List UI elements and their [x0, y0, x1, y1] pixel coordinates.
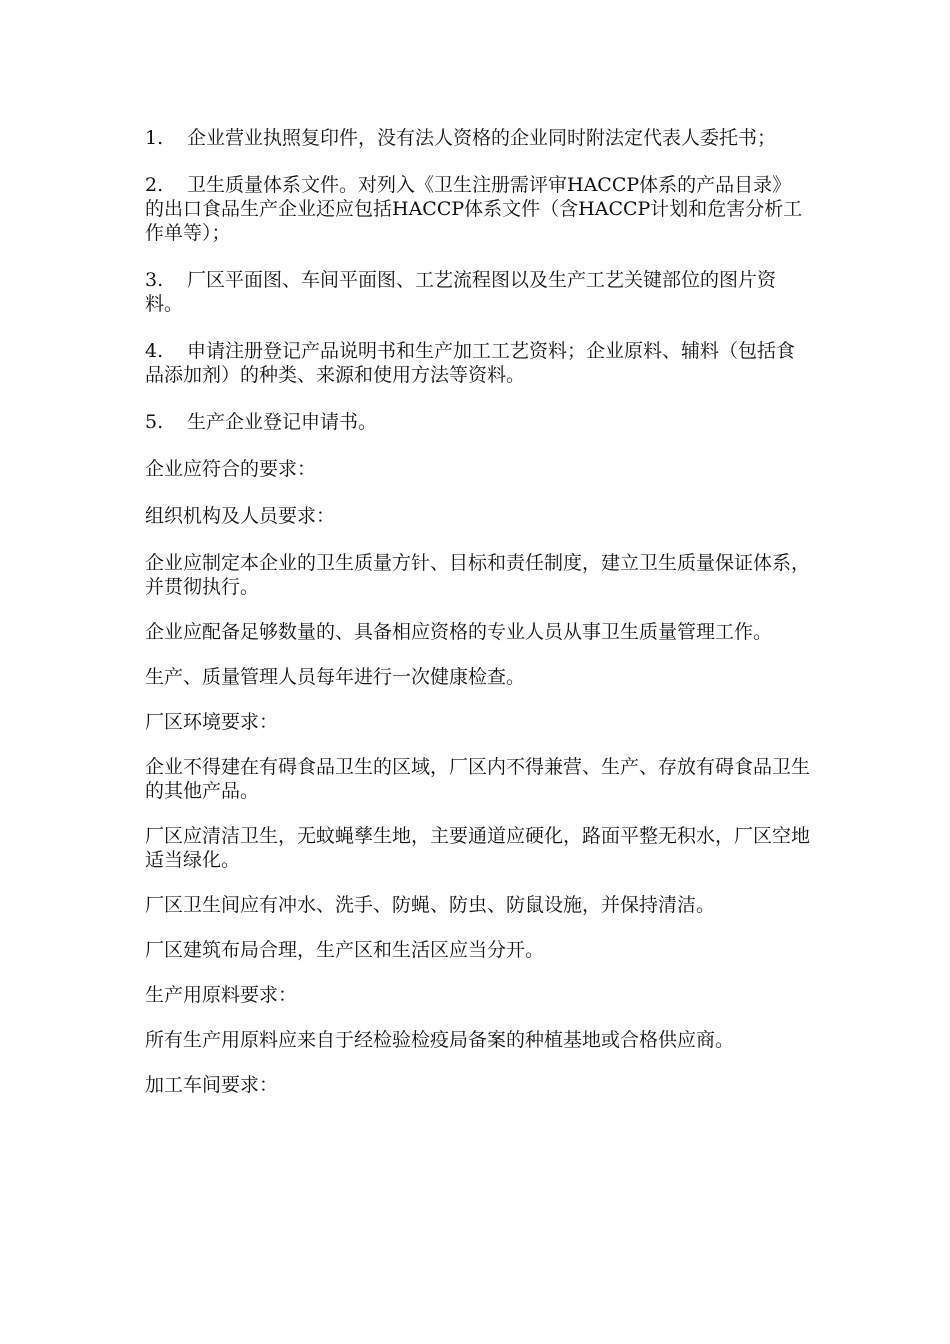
paragraph-quality-policy: 企业应制定本企业的卫生质量方针、目标和责任制度，建立卫生质量保证体系，并贯彻执行。 — [145, 552, 811, 598]
numbered-item-3 — [145, 268, 810, 316]
section-heading-workshop: 加工车间要求： — [145, 1074, 279, 1096]
document-page — [145, 126, 810, 1118]
item-number: 5. — [145, 411, 164, 433]
numbered-item-4 — [145, 339, 810, 387]
item-text: 申请注册登记产品说明书和生产加工工艺资料；企业原料、辅料（包括食品添加剂）的种类、来源和使用方法等资料。 — [145, 340, 796, 386]
numbered-item-1 — [145, 126, 810, 150]
paragraph-staffing: 企业应配备足够数量的、具备相应资格的专业人员从事卫生质量管理工作。 — [145, 621, 773, 643]
paragraph-site-cleanliness: 厂区应清洁卫生，无蚊蝇孳生地，主要通道应硬化，路面平整无积水，厂区空地适当绿化。 — [145, 825, 811, 871]
paragraph-layout: 厂区建筑布局合理，生产区和生活区应当分开。 — [145, 939, 545, 961]
paragraph-site-location: 企业不得建在有碍食品卫生的区域，厂区内不得兼营、生产、存放有碍食品卫生的其他产品。 — [145, 756, 811, 802]
item-number: 2. — [145, 174, 164, 196]
section-heading-raw-materials: 生产用原料要求： — [145, 984, 298, 1006]
item-text: 卫生质量体系文件。对列入《卫生注册需评审HACCP体系的产品目录》的出口食品生产企业还应包括HACCP体系文件（含HACCP计划和危害分析工作单等）； — [145, 174, 803, 244]
numbered-item-5 — [145, 410, 810, 434]
item-number: 1. — [145, 127, 164, 149]
item-number: 3. — [145, 269, 164, 291]
paragraph-restrooms: 厂区卫生间应有冲水、洗手、防蝇、防虫、防鼠设施，并保持清洁。 — [145, 894, 716, 916]
section-heading-environment: 厂区环境要求： — [145, 711, 279, 733]
item-text: 厂区平面图、车间平面图、工艺流程图以及生产工艺关键部位的图片资料。 — [145, 269, 777, 315]
section-heading-requirements: 企业应符合的要求： — [145, 458, 317, 480]
paragraph-raw-material-source: 所有生产用原料应来自于经检验检疫局备案的种植基地或合格供应商。 — [145, 1029, 735, 1051]
paragraph-health-check: 生产、质量管理人员每年进行一次健康检查。 — [145, 666, 526, 688]
item-text: 生产企业登记申请书。 — [187, 411, 378, 433]
item-text: 企业营业执照复印件，没有法人资格的企业同时附法定代表人委托书； — [187, 127, 777, 149]
numbered-item-2 — [145, 173, 810, 245]
section-heading-organization: 组织机构及人员要求： — [145, 505, 336, 527]
item-number: 4. — [145, 340, 164, 362]
